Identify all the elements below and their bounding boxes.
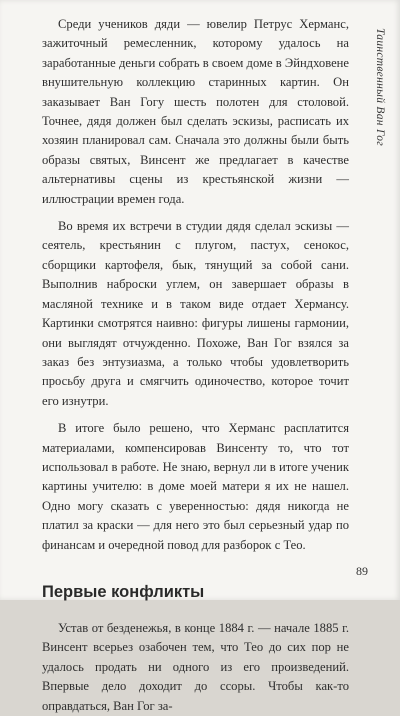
page-number: 89 <box>356 564 368 578</box>
paragraph-1: Среди учеников дяди — ювелир Петрус Херманс, зажиточный ремесленник, которому удалось на заработанные деньги собрать в своем доме в Эйндховене внушительную коллекцию старинных картин. Он заказывает Ван Гогу шесть полотен для столовой. Точнее, дядя должен был сделать эскизы, расписать их хозяин планировал сам. Сначала это должны были быть образы святых, Винсент же предлагает в качестве альтернативы сцены из крестьянской жизни — иллюстрации времен года. <box>42 17 349 206</box>
paragraph-4: Устав от безденежья, в конце 1884 г. — начале 1885 г. Винсент всерьез озабочен тем, что Тео до сих пор не удалось продать ни одного из его произведений. Впервые дело доходит до ссоры. Чтобы как-то оправдаться, Ван Гог за- <box>42 620 349 713</box>
paragraph-2: Во время их встречи в студии дядя сделал эскизы — сеятель, крестьянин с плугом, пастух, сенокос, сборщики картофеля, бык, тянущий за собой сани. Выполнив наброски углем, он завершает образы в масляной технике и в таком виде отдает Хермансу. Картинки смотрятся наивно: фигуры лишены гармонии, они выглядят отчужденно. Похоже, Ван Гог взялся за заказ без энтузиазма, а только чтобы удовлетворить просьбу друга и смягчить одиночество, которое точит его изнутри. <box>42 219 349 408</box>
page-body <box>42 15 349 716</box>
section-heading: Первые конфликты <box>42 582 205 601</box>
paragraph-3: В итоге было решено, что Херманс расплатится материалами, компенсировав Винсенту то, что тот использовал в работе. Не знаю, вернул ли в итоге ученик картины учителю: в доме моей матери я их не нашел. Одно могу сказать с уверенностью: дядя никогда не платил за краски — для него это был серьезный удар по финансам и очередной повод для разборок с Тео. <box>42 421 349 552</box>
running-head: Таинственный Ван Гог <box>374 28 386 147</box>
